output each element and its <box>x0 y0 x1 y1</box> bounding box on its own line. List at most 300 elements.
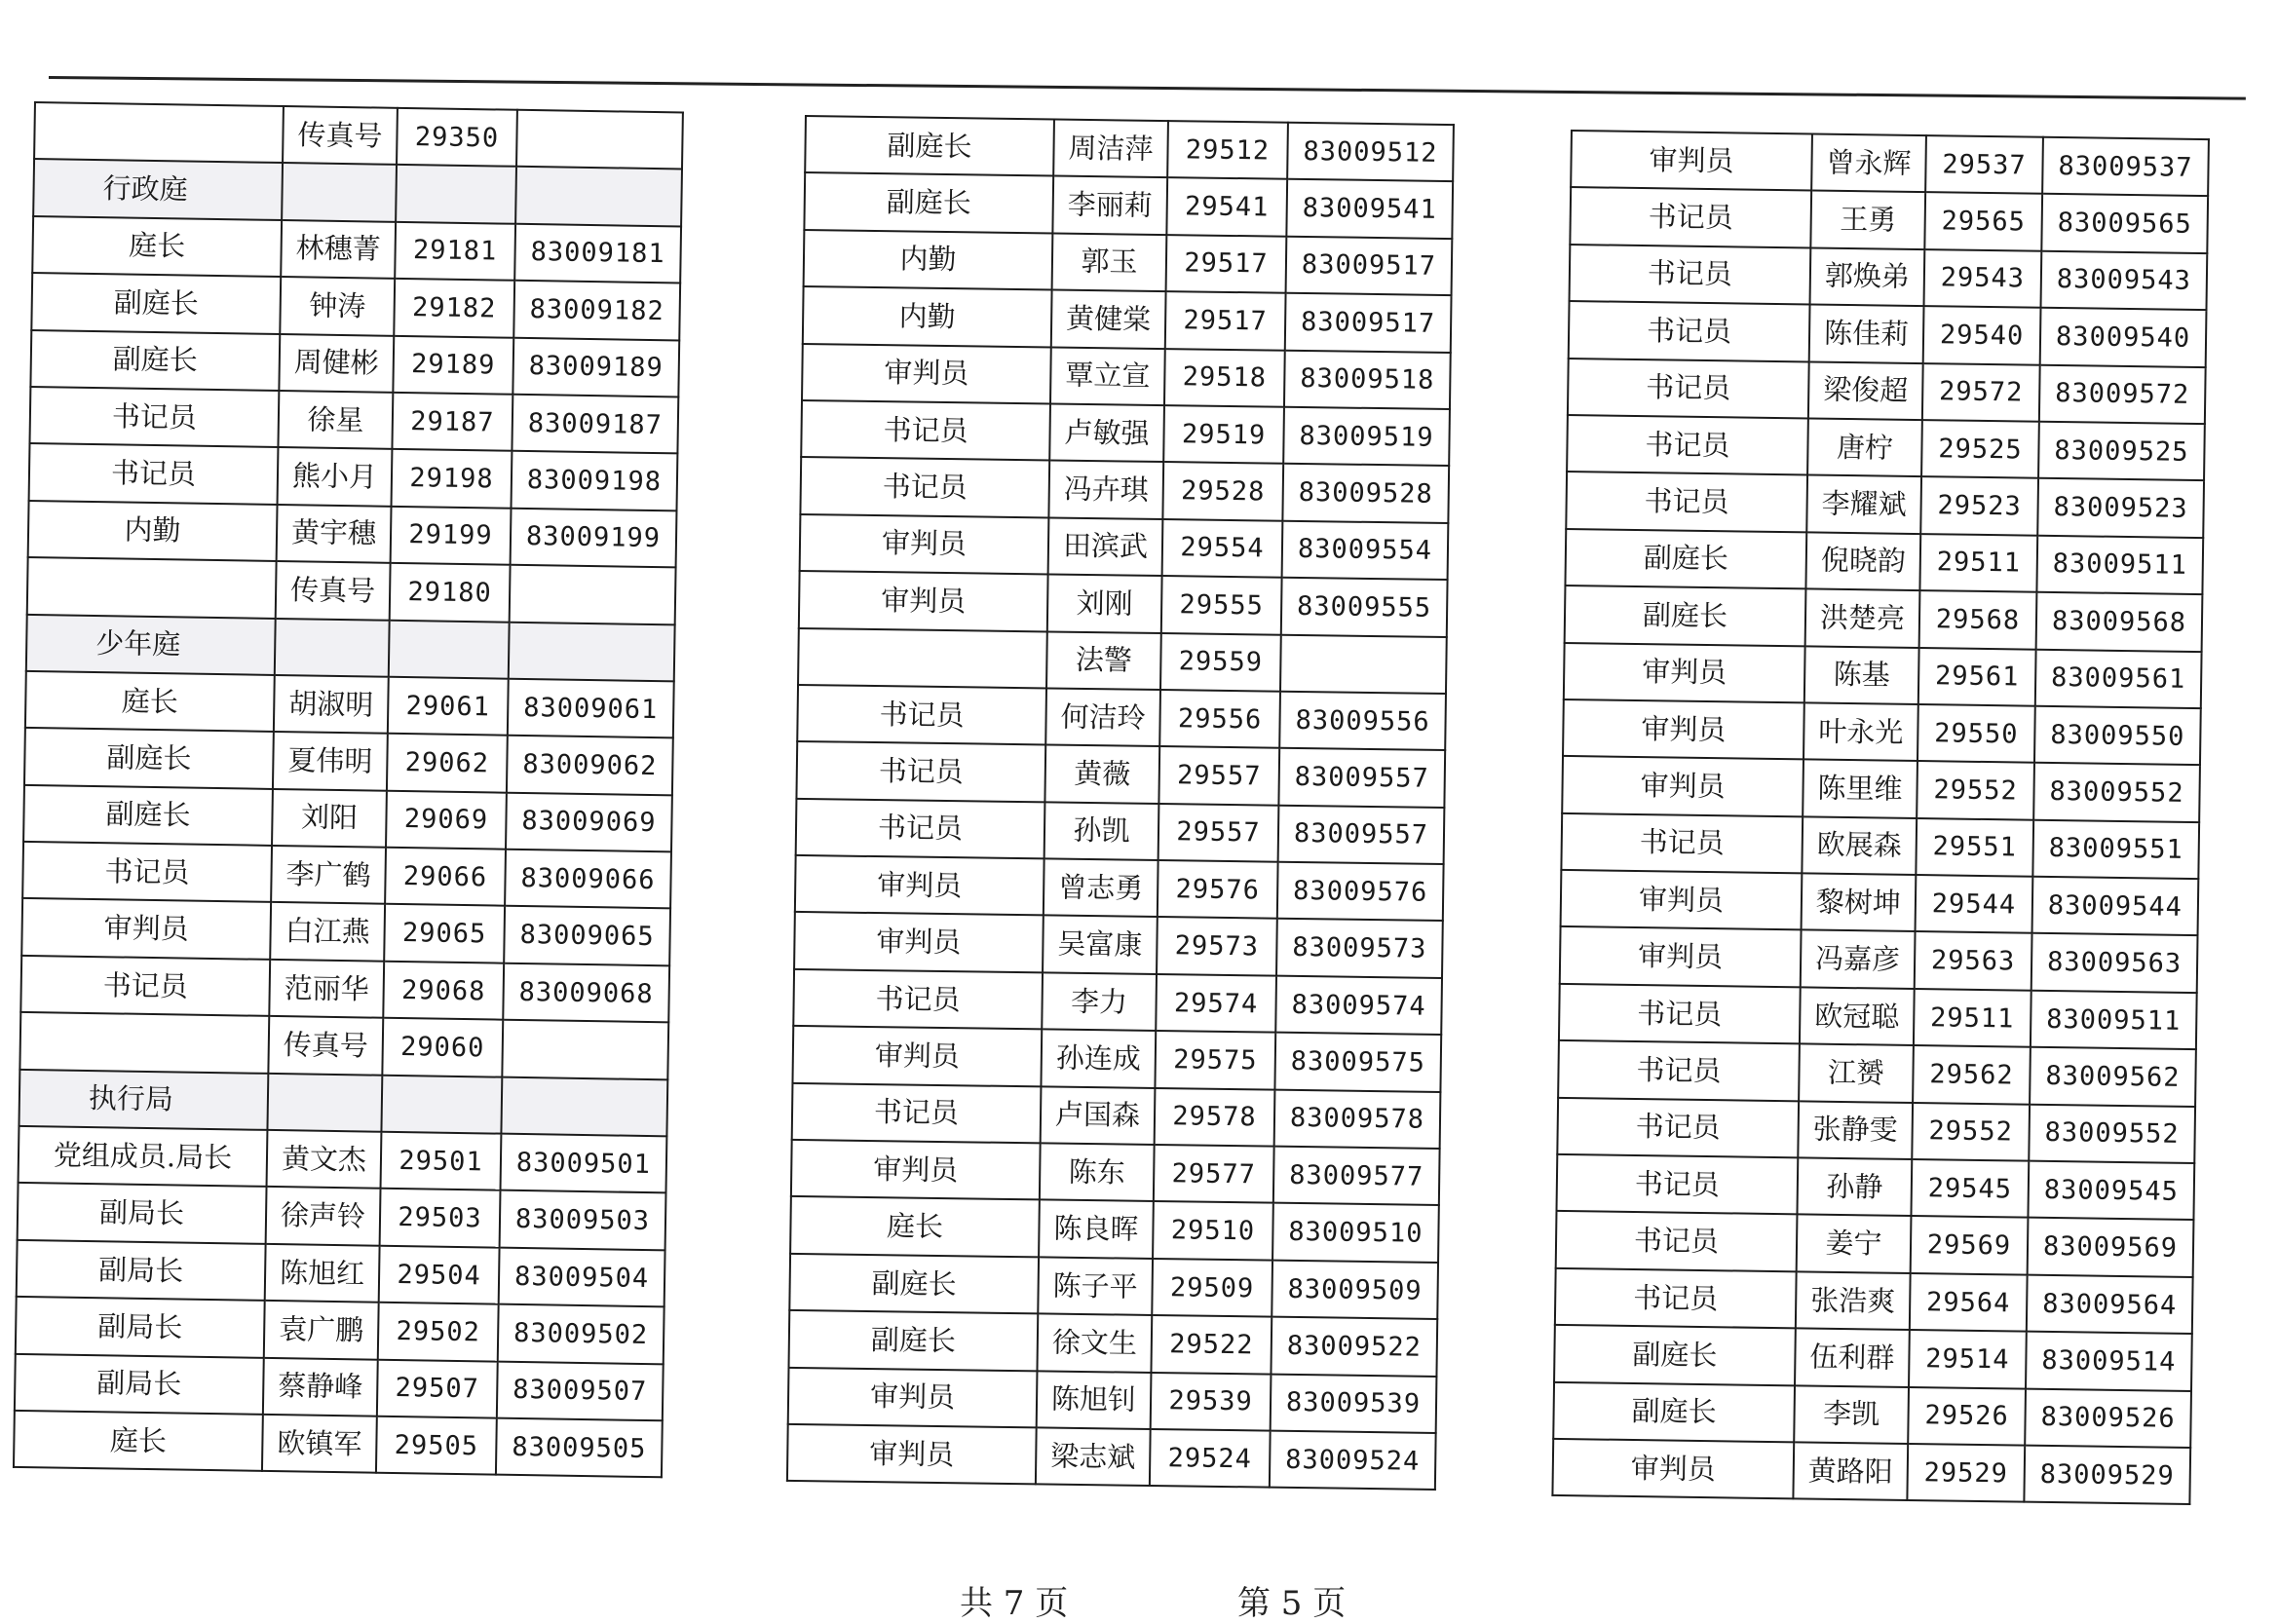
table-row <box>22 842 671 909</box>
position-cell: 书记员 <box>1570 187 1811 247</box>
name-cell: 姜宁 <box>1797 1215 1912 1273</box>
extension-cell: 29199 <box>391 507 512 565</box>
name-cell: 王勇 <box>1810 191 1925 249</box>
table-row <box>19 1126 667 1193</box>
position-cell: 审判员 <box>1560 926 1802 987</box>
phone-cell: 83009576 <box>1277 862 1444 922</box>
extension-cell: 29180 <box>390 563 511 622</box>
section-title: 少年庭 <box>26 614 276 674</box>
table-row <box>21 898 670 965</box>
table-row <box>800 457 1449 522</box>
position-cell: 审判员 <box>1552 1439 1794 1499</box>
name-cell: 周洁萍 <box>1053 119 1168 177</box>
phone-cell: 83009540 <box>2040 308 2207 367</box>
name-cell: 江赟 <box>1799 1044 1914 1103</box>
phone-cell: 83009562 <box>2030 1047 2196 1107</box>
position-cell: 书记员 <box>1561 813 1803 874</box>
table-row <box>1560 926 2198 993</box>
phone-cell: 83009577 <box>1273 1147 1440 1206</box>
extension-cell: 29509 <box>1152 1259 1272 1317</box>
phone-cell: 83009552 <box>2033 763 2200 822</box>
position-cell: 副庭长 <box>23 785 273 846</box>
position-cell: 副庭长 <box>1553 1381 1795 1442</box>
table-row <box>1552 1439 2190 1505</box>
table-row <box>23 785 672 852</box>
name-cell: 黄薇 <box>1044 745 1159 804</box>
table-row <box>15 1353 664 1420</box>
name-cell: 洪楚亮 <box>1805 589 1920 648</box>
current-page-label: 第 5 页 <box>1237 1584 1347 1623</box>
phone-cell: 83009061 <box>508 679 674 738</box>
extension-cell: 29198 <box>392 449 513 508</box>
phone-cell: 83009573 <box>1276 919 1443 978</box>
name-cell: 陈里维 <box>1803 760 1917 818</box>
position-cell: 书记员 <box>792 1083 1042 1144</box>
total-pages-label: 共 7 页 <box>960 1584 1069 1623</box>
position-cell: 书记员 <box>796 799 1045 859</box>
extension-cell: 29068 <box>383 962 504 1020</box>
extension-cell: 29510 <box>1153 1201 1273 1260</box>
table-row <box>30 330 679 397</box>
table-row <box>1557 1098 2195 1164</box>
phone-cell: 83009065 <box>504 906 670 965</box>
table-row <box>795 855 1444 921</box>
table-row <box>803 286 1452 352</box>
phone-cell: 83009501 <box>500 1134 666 1193</box>
position-cell: 书记员 <box>20 956 270 1016</box>
position-cell: 副庭长 <box>804 172 1053 233</box>
directory-table-middle <box>786 115 1455 1491</box>
extension-cell: 29501 <box>381 1132 502 1190</box>
extension-cell: 29550 <box>1917 704 2035 763</box>
name-cell: 欧冠聪 <box>1800 987 1915 1045</box>
position-cell: 书记员 <box>1558 1040 1800 1101</box>
table-row <box>1564 642 2202 708</box>
extension-cell: 29537 <box>1925 135 2043 194</box>
extension-cell: 29061 <box>388 677 509 736</box>
position-cell <box>27 557 277 618</box>
position-cell: 庭长 <box>14 1411 263 1471</box>
name-cell: 陈旭钊 <box>1037 1371 1152 1429</box>
position-cell: 书记员 <box>801 400 1050 461</box>
position-cell: 庭长 <box>790 1196 1040 1257</box>
table-row <box>791 1140 1440 1205</box>
phone-cell: 83009198 <box>512 451 678 510</box>
table-row <box>1561 813 2199 880</box>
position-cell: 书记员 <box>800 457 1049 517</box>
empty-cell <box>282 163 397 221</box>
table-row <box>801 400 1450 466</box>
position-cell: 审判员 <box>802 344 1051 404</box>
phone-cell: 83009528 <box>1282 464 1449 523</box>
extension-cell: 29350 <box>397 108 517 167</box>
extension-cell: 29555 <box>1161 576 1282 634</box>
table-row <box>1563 699 2201 766</box>
empty-cell <box>509 622 675 681</box>
name-cell: 田滨武 <box>1048 517 1163 576</box>
name-cell: 何洁玲 <box>1045 688 1160 746</box>
table-row <box>1554 1325 2192 1391</box>
position-cell: 书记员 <box>793 969 1043 1030</box>
phone-cell: 83009510 <box>1272 1203 1439 1263</box>
table-row <box>793 969 1442 1035</box>
phone-cell: 83009556 <box>1279 692 1446 751</box>
extension-cell: 29519 <box>1163 405 1284 464</box>
position-cell: 内勤 <box>803 286 1052 347</box>
extension-cell: 29182 <box>394 279 514 337</box>
table-row <box>24 728 673 795</box>
phone-cell: 83009511 <box>2036 535 2203 594</box>
page-footer <box>0 1576 2278 1623</box>
name-cell: 黄路阳 <box>1793 1442 1908 1500</box>
name-cell: 梁志斌 <box>1036 1427 1151 1486</box>
extension-cell: 29576 <box>1158 860 1278 919</box>
phone-cell: 83009543 <box>2040 251 2207 311</box>
phone-cell: 83009199 <box>511 508 677 567</box>
table-row <box>804 230 1453 295</box>
extension-cell: 29552 <box>1912 1103 2030 1161</box>
phone-cell <box>516 110 683 170</box>
name-cell: 周健彬 <box>279 334 394 393</box>
name-cell: 夏伟明 <box>273 732 388 790</box>
extension-cell: 29578 <box>1155 1088 1275 1147</box>
position-cell: 审判员 <box>800 514 1049 575</box>
name-cell: 李广鹤 <box>271 846 386 904</box>
table-row <box>799 571 1448 636</box>
extension-cell: 29502 <box>378 1303 499 1361</box>
extension-cell: 29543 <box>1924 249 2042 308</box>
name-cell: 陈子平 <box>1038 1257 1153 1315</box>
position-cell: 副庭长 <box>31 273 281 333</box>
table-row <box>797 685 1446 750</box>
position-cell: 副庭长 <box>1565 529 1806 589</box>
name-cell: 梁俊超 <box>1808 361 1923 420</box>
extension-cell: 29574 <box>1156 974 1276 1033</box>
extension-cell: 29556 <box>1159 690 1280 748</box>
extension-cell: 29507 <box>377 1359 498 1417</box>
name-cell: 徐文生 <box>1037 1314 1152 1373</box>
position-cell: 副庭长 <box>788 1310 1038 1371</box>
position-cell: 副局长 <box>17 1240 266 1301</box>
section-header-row <box>33 159 682 226</box>
table-row <box>25 671 674 738</box>
table-row <box>1553 1381 2191 1448</box>
empty-cell <box>275 618 390 676</box>
extension-cell: 29511 <box>1919 534 2037 592</box>
name-cell: 传真号 <box>283 106 398 165</box>
table-row <box>1566 472 2204 538</box>
phone-cell: 83009507 <box>497 1361 664 1420</box>
extension-cell: 29562 <box>1913 1045 2031 1104</box>
position-cell: 副庭长 <box>30 330 280 391</box>
name-cell: 陈旭红 <box>265 1244 380 1303</box>
phone-cell: 83009569 <box>2028 1218 2194 1277</box>
name-cell: 范丽华 <box>269 960 384 1018</box>
table-row <box>17 1240 665 1307</box>
phone-cell: 83009522 <box>1271 1317 1437 1377</box>
name-cell: 倪晓韵 <box>1805 532 1920 590</box>
extension-cell: 29526 <box>1908 1387 2026 1446</box>
position-cell <box>34 102 284 163</box>
phone-cell: 83009572 <box>2039 364 2206 424</box>
position-cell: 庭长 <box>32 216 282 277</box>
name-cell: 钟涛 <box>280 277 395 335</box>
name-cell: 林穗菁 <box>281 220 396 279</box>
extension-cell: 29541 <box>1166 177 1287 236</box>
position-cell: 审判员 <box>1563 699 1804 760</box>
name-cell: 冯卉琪 <box>1048 461 1163 519</box>
phone-cell: 83009529 <box>2024 1446 2190 1505</box>
phone-cell: 83009565 <box>2041 194 2208 253</box>
name-cell: 曾志勇 <box>1044 858 1158 917</box>
table-row <box>1555 1268 2193 1335</box>
phone-cell: 83009564 <box>2027 1274 2193 1334</box>
extension-cell: 29517 <box>1166 235 1287 293</box>
phone-cell: 83009182 <box>513 281 680 340</box>
position-cell: 审判员 <box>1571 131 1812 191</box>
phone-cell <box>502 1020 668 1079</box>
table-row <box>794 912 1443 977</box>
table-row <box>788 1367 1437 1432</box>
empty-cell <box>389 620 510 678</box>
section-title: 执行局 <box>19 1070 268 1130</box>
table-row <box>792 1026 1441 1091</box>
extension-cell: 29568 <box>1919 590 2037 649</box>
extension-cell: 29563 <box>1915 931 2032 990</box>
phone-cell: 83009066 <box>505 850 671 909</box>
table-row <box>796 799 1445 864</box>
name-cell: 陈基 <box>1804 646 1919 704</box>
name-cell: 张浩爽 <box>1796 1271 1911 1330</box>
name-cell: 李丽莉 <box>1052 176 1167 235</box>
table-row <box>20 956 669 1023</box>
name-cell: 传真号 <box>276 561 391 620</box>
phone-cell: 83009062 <box>507 736 673 795</box>
table-row <box>800 514 1449 580</box>
table-row <box>19 1012 668 1079</box>
position-cell: 书记员 <box>1570 245 1811 305</box>
position-cell: 副庭长 <box>789 1254 1039 1314</box>
position-cell: 审判员 <box>21 898 271 959</box>
name-cell: 胡淑明 <box>274 675 389 734</box>
phone-cell: 83009557 <box>1278 805 1445 864</box>
table-row <box>787 1424 1436 1490</box>
table-row <box>798 627 1447 693</box>
table-row <box>1556 1154 2194 1221</box>
phone-cell: 83009502 <box>498 1304 664 1364</box>
extension-cell: 29504 <box>379 1246 500 1304</box>
position-cell: 书记员 <box>797 685 1046 745</box>
position-cell: 副局长 <box>18 1183 267 1243</box>
position-cell: 审判员 <box>1562 756 1803 816</box>
extension-cell: 29069 <box>386 790 507 849</box>
name-cell: 传真号 <box>268 1016 383 1075</box>
name-cell: 陈佳莉 <box>1809 305 1924 363</box>
position-cell: 书记员 <box>1556 1154 1798 1215</box>
phone-cell: 83009554 <box>1282 520 1449 580</box>
position-cell: 副局长 <box>16 1297 265 1357</box>
table-row <box>1561 870 2199 936</box>
phone-cell: 83009537 <box>2042 137 2209 197</box>
position-cell: 副庭长 <box>24 728 274 788</box>
position-cell: 审判员 <box>1561 870 1803 930</box>
section-header-row <box>26 614 675 681</box>
position-cell: 书记员 <box>1566 472 1807 532</box>
name-cell: 李力 <box>1042 972 1157 1031</box>
phone-cell: 83009519 <box>1283 407 1450 467</box>
phone-cell: 83009187 <box>512 395 678 454</box>
name-cell: 刘刚 <box>1047 575 1162 633</box>
name-cell: 孙静 <box>1797 1157 1912 1216</box>
phone-cell <box>1280 634 1447 694</box>
extension-cell: 29559 <box>1160 633 1281 692</box>
table-row <box>29 443 678 510</box>
table-row <box>788 1310 1437 1376</box>
table-row <box>802 344 1451 409</box>
position-cell: 内勤 <box>28 501 278 561</box>
name-cell: 黎树坤 <box>1802 873 1917 931</box>
table-row <box>34 102 683 170</box>
name-cell: 郭焕弟 <box>1810 247 1925 306</box>
extension-cell: 29517 <box>1165 291 1286 350</box>
phone-cell: 83009518 <box>1284 350 1451 409</box>
name-cell: 覃立宣 <box>1050 347 1165 405</box>
position-cell: 副局长 <box>15 1353 264 1414</box>
phone-cell: 83009557 <box>1278 748 1445 808</box>
table-row <box>29 387 678 454</box>
phone-cell: 83009069 <box>506 792 672 851</box>
name-cell: 叶永光 <box>1803 702 1918 761</box>
name-cell: 白江燕 <box>270 902 385 961</box>
position-cell: 副庭长 <box>1565 585 1806 646</box>
extension-cell: 29575 <box>1155 1031 1275 1089</box>
table-row <box>1562 756 2200 822</box>
extension-cell: 29187 <box>392 393 513 451</box>
position-cell: 审判员 <box>795 855 1044 916</box>
empty-cell <box>396 165 516 223</box>
phone-cell: 83009068 <box>503 963 669 1023</box>
table-row <box>1565 529 2203 595</box>
extension-cell: 29066 <box>385 848 506 906</box>
extension-cell: 29525 <box>1921 420 2039 478</box>
table-row <box>31 273 680 340</box>
phone-cell: 83009578 <box>1274 1089 1441 1149</box>
empty-cell <box>267 1074 382 1132</box>
name-cell: 孙连成 <box>1041 1030 1156 1088</box>
name-cell: 张静雯 <box>1798 1101 1913 1159</box>
extension-cell: 29518 <box>1164 349 1285 407</box>
name-cell: 法警 <box>1046 631 1161 690</box>
table-row <box>1556 1211 2194 1277</box>
table-row <box>792 1083 1441 1149</box>
phone-cell: 83009524 <box>1270 1431 1436 1491</box>
name-cell: 欧镇军 <box>262 1415 377 1473</box>
position-cell: 审判员 <box>788 1367 1038 1427</box>
position-cell: 书记员 <box>1568 359 1809 419</box>
name-cell: 曾永辉 <box>1811 133 1926 192</box>
directory-table-left <box>13 101 684 1479</box>
extension-cell: 29572 <box>1922 363 2040 422</box>
extension-cell: 29545 <box>1911 1159 2029 1218</box>
name-cell: 李耀斌 <box>1806 475 1921 534</box>
position-cell: 审判员 <box>1564 642 1805 702</box>
phone-cell <box>510 565 676 624</box>
position-cell: 书记员 <box>29 443 279 504</box>
extension-cell: 29522 <box>1151 1315 1272 1374</box>
name-cell: 冯嘉彦 <box>1801 930 1916 989</box>
extension-cell: 29505 <box>376 1416 497 1475</box>
table-row <box>796 741 1445 807</box>
name-cell: 徐声铃 <box>266 1187 381 1245</box>
phone-cell: 83009575 <box>1274 1033 1441 1092</box>
name-cell: 吴富康 <box>1043 916 1158 974</box>
position-cell: 书记员 <box>796 741 1045 802</box>
directory-table-right <box>1551 130 2210 1505</box>
extension-cell: 29561 <box>1918 648 2036 706</box>
phone-cell: 83009539 <box>1271 1374 1437 1433</box>
empty-cell <box>515 167 682 226</box>
position-cell: 审判员 <box>791 1140 1041 1200</box>
position-cell: 书记员 <box>1569 301 1810 361</box>
extension-cell: 29557 <box>1158 746 1279 805</box>
name-cell: 伍利群 <box>1795 1329 1910 1387</box>
phone-cell: 83009544 <box>2032 877 2199 936</box>
position-cell: 审判员 <box>787 1424 1037 1485</box>
extension-cell: 29511 <box>1914 989 2031 1047</box>
table-row <box>1570 245 2208 311</box>
table-row <box>14 1411 663 1478</box>
phone-cell: 83009517 <box>1285 293 1452 353</box>
extension-cell: 29065 <box>384 904 505 963</box>
extension-cell: 29544 <box>1916 875 2033 933</box>
top-rule <box>49 76 2246 100</box>
name-cell: 蔡静峰 <box>263 1357 378 1416</box>
extension-cell: 29181 <box>395 222 515 281</box>
name-cell: 孙凯 <box>1044 802 1159 860</box>
table-row <box>28 501 677 568</box>
table-row <box>1565 585 2203 652</box>
phone-cell: 83009189 <box>513 337 679 397</box>
extension-cell: 29573 <box>1157 917 1277 975</box>
section-header-row <box>19 1070 667 1137</box>
position-cell: 审判员 <box>794 912 1044 972</box>
position-cell: 审判员 <box>799 571 1048 631</box>
name-cell: 黄文杰 <box>267 1130 382 1189</box>
name-cell: 卢国森 <box>1041 1086 1156 1145</box>
table-row <box>1569 301 2207 367</box>
position-cell: 书记员 <box>1557 1098 1799 1158</box>
table-row <box>1559 984 2197 1050</box>
name-cell: 陈东 <box>1040 1143 1155 1201</box>
position-cell: 书记员 <box>1567 415 1808 475</box>
extension-cell: 29564 <box>1910 1273 2028 1332</box>
extension-cell: 29512 <box>1167 121 1288 179</box>
name-cell: 卢敏强 <box>1049 403 1164 462</box>
position-cell: 庭长 <box>25 671 275 732</box>
phone-cell: 83009512 <box>1287 123 1454 182</box>
extension-cell: 29514 <box>1909 1330 2027 1388</box>
name-cell: 唐柠 <box>1807 418 1922 476</box>
table-row <box>789 1254 1438 1319</box>
table-row <box>16 1297 664 1364</box>
extension-cell: 29529 <box>1907 1444 2025 1502</box>
name-cell: 袁广鹏 <box>264 1301 379 1359</box>
position-cell <box>19 1012 269 1073</box>
phone-cell: 83009555 <box>1281 578 1448 637</box>
extension-cell: 29060 <box>382 1018 503 1076</box>
phone-cell: 83009505 <box>496 1418 663 1478</box>
extension-cell: 29551 <box>1916 818 2033 877</box>
